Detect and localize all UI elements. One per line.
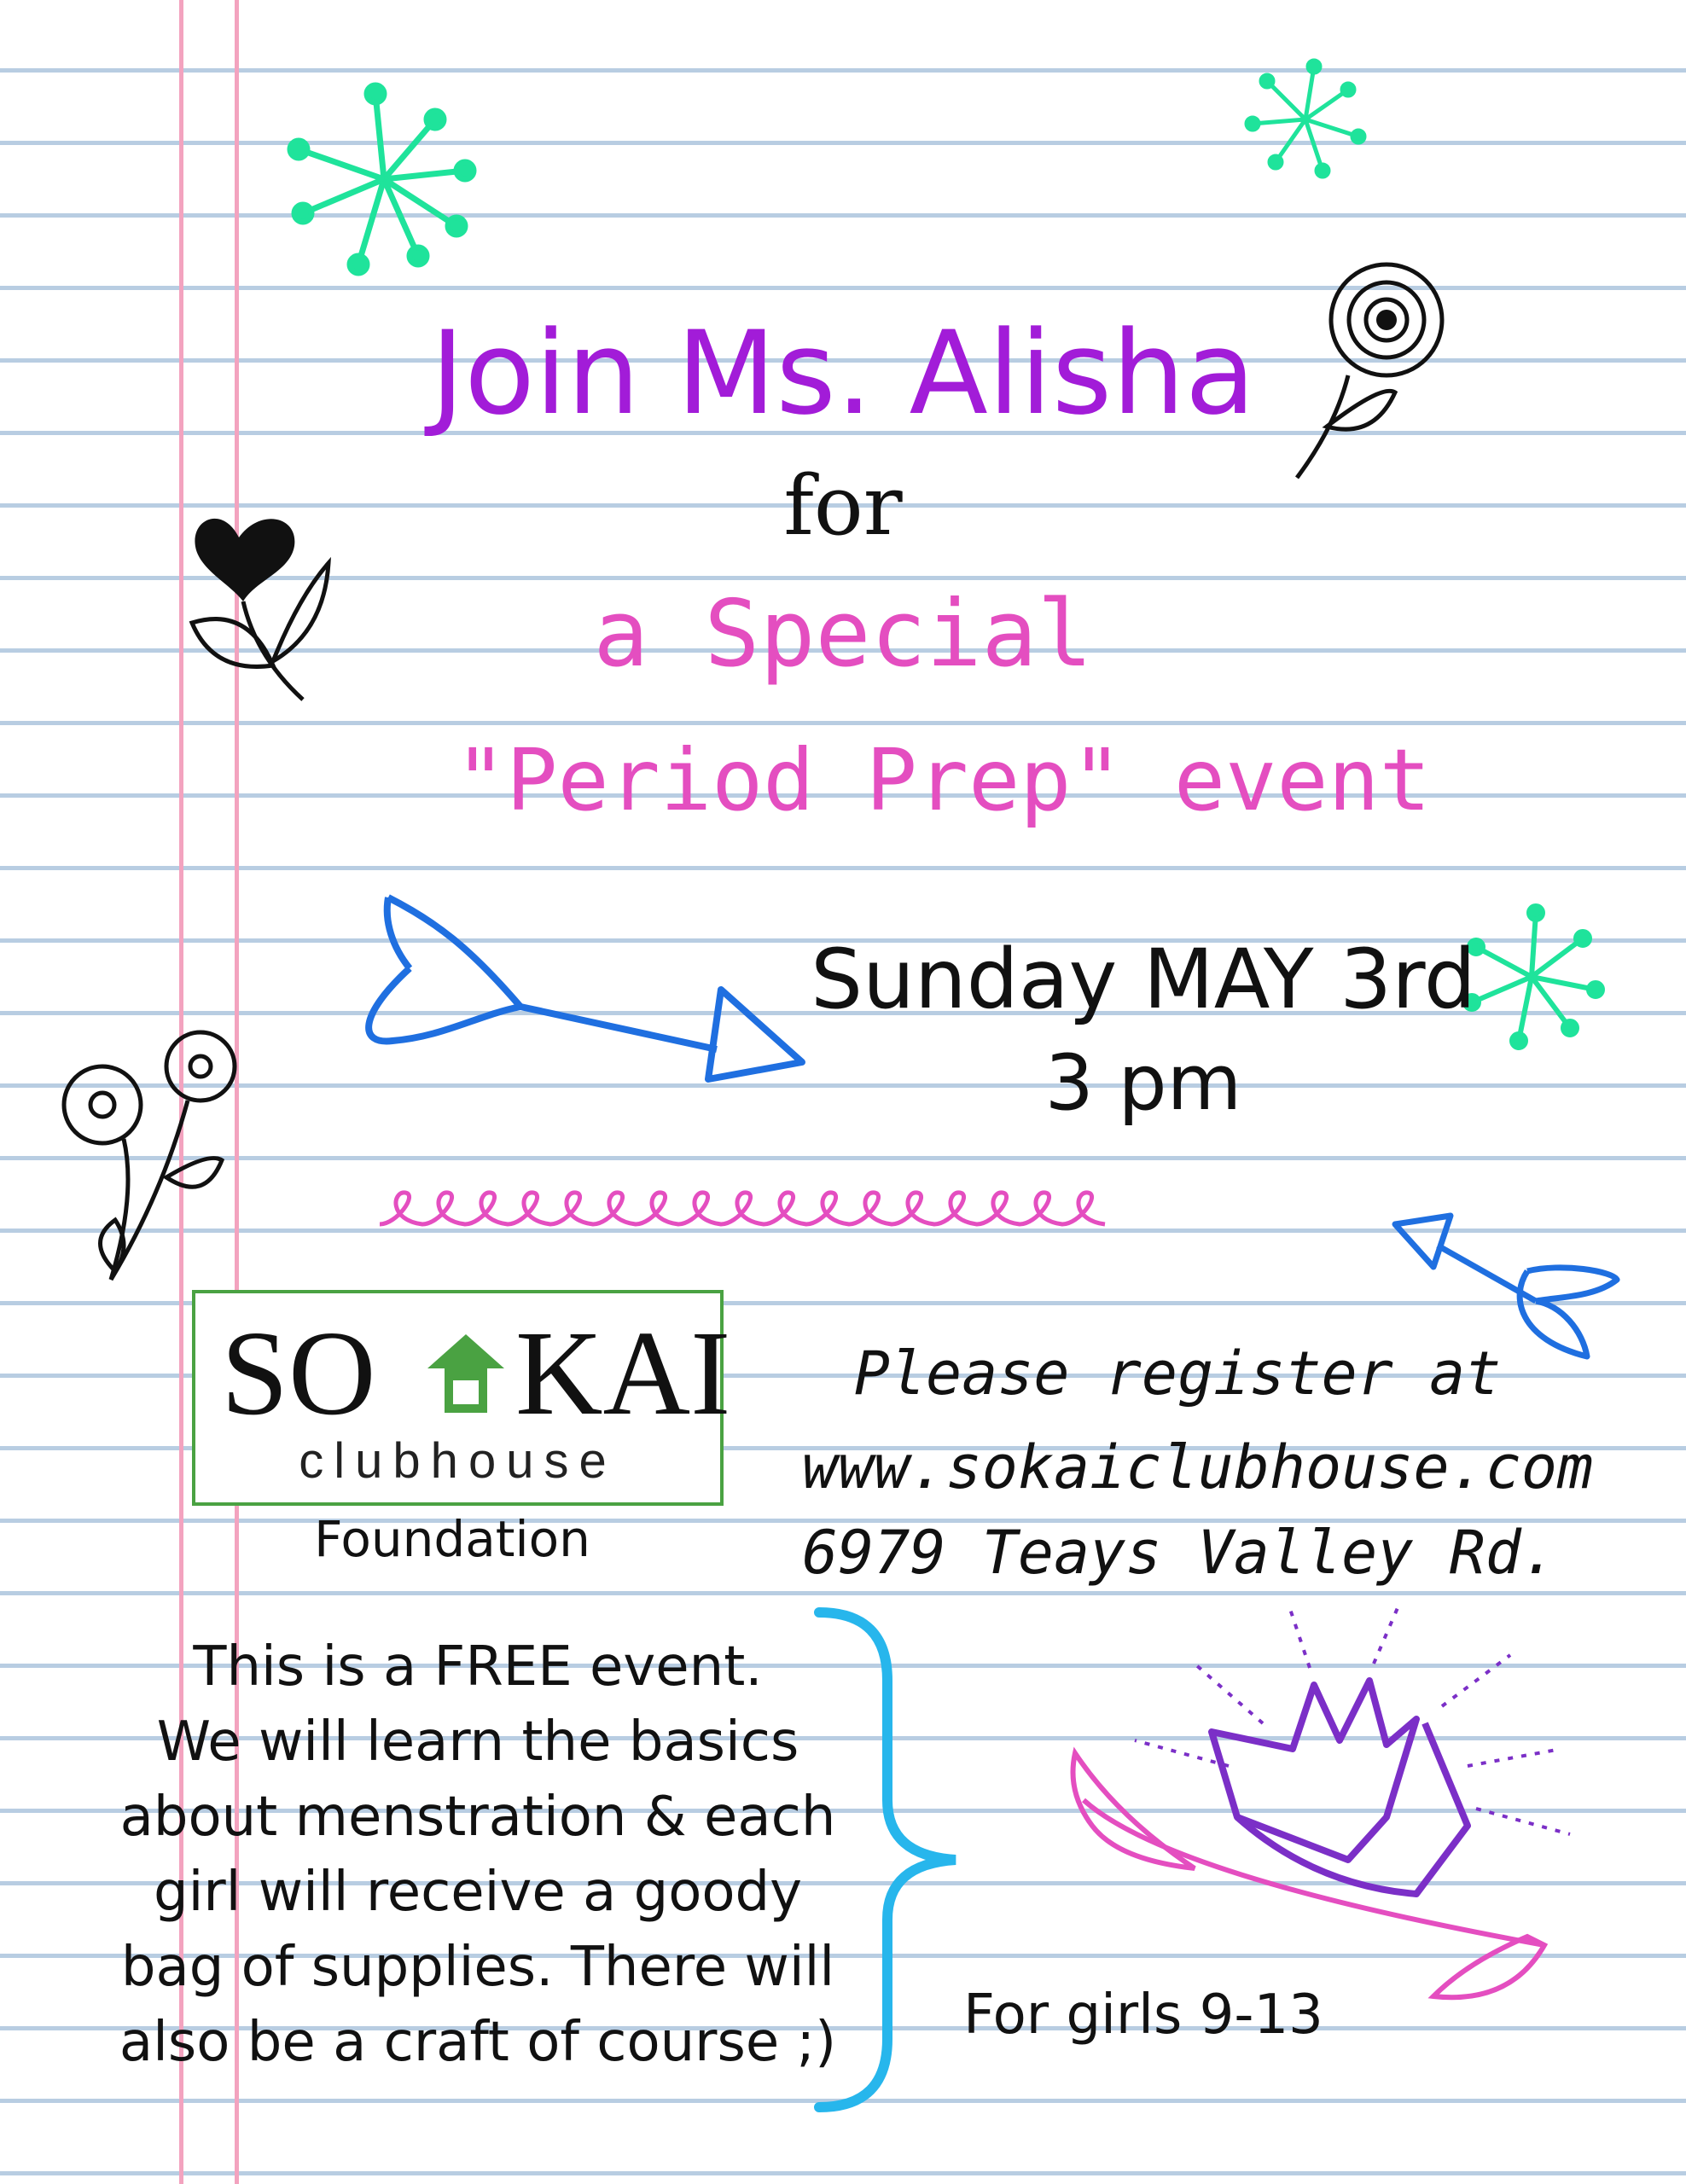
special-text: a Special bbox=[593, 581, 1093, 688]
event-time: 3 pm bbox=[1044, 1038, 1242, 1128]
flower-icon bbox=[51, 1024, 256, 1288]
event-details bbox=[102, 1629, 853, 2080]
details-line: girl will receive a goody bbox=[153, 1861, 803, 1924]
audience-text: For girls 9-13 bbox=[963, 1984, 1323, 2047]
foundation-label: Foundation bbox=[314, 1510, 590, 1568]
details-line: about menstration & each bbox=[119, 1786, 836, 1849]
details-line: This is a FREE event. bbox=[193, 1635, 763, 1699]
starburst-icon bbox=[290, 85, 478, 273]
sokai-logo bbox=[192, 1290, 731, 1506]
details-line: also be a craft of course ;) bbox=[119, 2011, 837, 2074]
arrow-icon bbox=[341, 887, 819, 1092]
event-name: "Period Prep" event bbox=[455, 730, 1431, 830]
register-address: 6979 Teays Valley Rd. bbox=[802, 1518, 1558, 1588]
event-date: Sunday MAY 3rd bbox=[811, 932, 1476, 1027]
logo-subtitle: clubhouse bbox=[299, 1433, 617, 1489]
details-line: bag of supplies. There will bbox=[120, 1936, 835, 1999]
for-text: for bbox=[783, 458, 903, 554]
register-url[interactable]: www.sokaiclubhouse.com bbox=[802, 1432, 1594, 1502]
logo-left-text: SO bbox=[221, 1305, 376, 1440]
crown-icon bbox=[1067, 1604, 1587, 2013]
logo-right-text: KAI bbox=[515, 1305, 731, 1440]
register-line: Please register at bbox=[853, 1339, 1502, 1409]
house-icon bbox=[419, 1327, 513, 1421]
event-title: Join Ms. Alisha bbox=[430, 306, 1256, 440]
squiggle-divider bbox=[375, 1186, 1160, 1246]
details-line: We will learn the basics bbox=[156, 1711, 799, 1774]
starburst-icon bbox=[1246, 60, 1365, 179]
